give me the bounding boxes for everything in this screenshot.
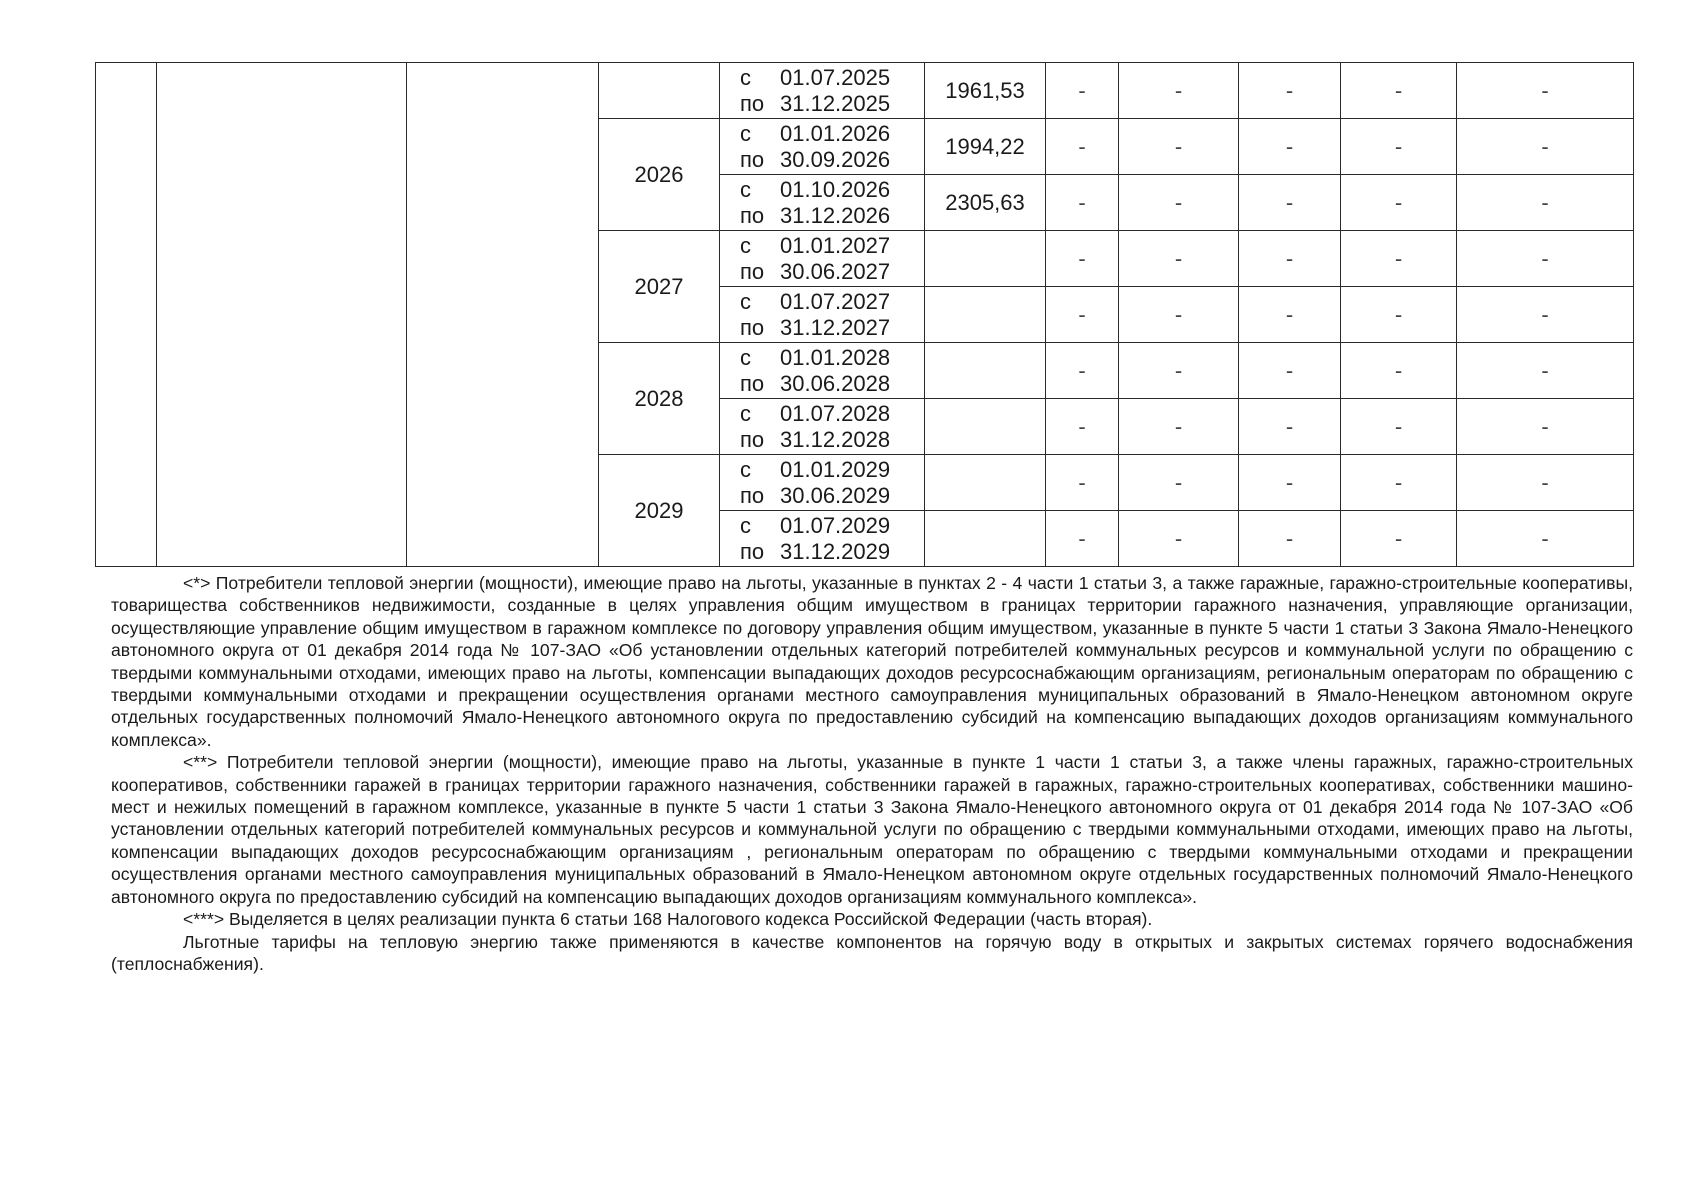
dash-cell: - bbox=[1457, 231, 1634, 287]
period-from: 01.07.2027 bbox=[780, 288, 891, 314]
dash-cell: - bbox=[1046, 231, 1119, 287]
dash-cell: - bbox=[1457, 119, 1634, 175]
table-cell-empty bbox=[96, 63, 157, 567]
period-cell bbox=[720, 287, 925, 343]
period-cell bbox=[720, 231, 925, 287]
period-cell bbox=[720, 63, 925, 119]
table-cell-empty bbox=[157, 63, 407, 567]
period-to: 30.06.2027 bbox=[780, 258, 891, 284]
dash-cell: - bbox=[1341, 119, 1457, 175]
dash-cell: - bbox=[1239, 399, 1341, 455]
dash-cell: - bbox=[1457, 287, 1634, 343]
dash-cell: - bbox=[1457, 343, 1634, 399]
dash-cell: - bbox=[1341, 343, 1457, 399]
period-to: 30.06.2029 bbox=[780, 482, 891, 508]
footnotes bbox=[111, 572, 1633, 975]
to-prefix: по bbox=[740, 202, 765, 228]
period-to: 30.09.2026 bbox=[780, 146, 891, 172]
dash-cell: - bbox=[1239, 287, 1341, 343]
dash-cell: - bbox=[1239, 119, 1341, 175]
dash-cell: - bbox=[1457, 511, 1634, 567]
dash-cell: - bbox=[1119, 63, 1239, 119]
tariff-value bbox=[925, 455, 1046, 511]
year-cell: 2028 bbox=[599, 343, 720, 455]
to-prefix: по bbox=[740, 258, 765, 284]
dash-cell: - bbox=[1119, 399, 1239, 455]
tariff-value bbox=[925, 343, 1046, 399]
period-from: 01.10.2026 bbox=[780, 176, 891, 202]
period-cell bbox=[720, 343, 925, 399]
dash-cell: - bbox=[1457, 175, 1634, 231]
dash-cell: - bbox=[1341, 287, 1457, 343]
dash-cell: - bbox=[1457, 399, 1634, 455]
tariff-table-body bbox=[96, 63, 1634, 567]
period-from: 01.07.2028 bbox=[780, 400, 891, 426]
dash-cell: - bbox=[1119, 119, 1239, 175]
tariff-value bbox=[925, 287, 1046, 343]
tariff-value: 1994,22 bbox=[925, 119, 1046, 175]
year-cell: 2029 bbox=[599, 455, 720, 567]
to-prefix: по bbox=[740, 146, 765, 172]
period-from: 01.01.2027 bbox=[780, 232, 891, 258]
to-prefix: по bbox=[740, 482, 765, 508]
table-row bbox=[96, 63, 1634, 119]
to-prefix: по bbox=[740, 538, 765, 564]
from-prefix: с bbox=[740, 232, 751, 258]
period-cell bbox=[720, 511, 925, 567]
period-from: 01.01.2028 bbox=[780, 344, 891, 370]
period-to: 31.12.2028 bbox=[780, 426, 891, 452]
from-prefix: с bbox=[740, 456, 751, 482]
dash-cell: - bbox=[1457, 455, 1634, 511]
period-cell bbox=[720, 119, 925, 175]
tariff-table bbox=[95, 62, 1634, 567]
footnote-4: Льготные тарифы на тепловую энергию также применяются в качестве компонентов на горячую воду в открытых и закрытых системах горячего водоснабжения (теплоснабжения). bbox=[111, 931, 1633, 974]
year-cell: 2027 bbox=[599, 231, 720, 343]
period-to: 30.06.2028 bbox=[780, 370, 891, 396]
dash-cell: - bbox=[1239, 511, 1341, 567]
dash-cell: - bbox=[1046, 455, 1119, 511]
dash-cell: - bbox=[1119, 175, 1239, 231]
year-cell: 2026 bbox=[599, 119, 720, 231]
period-to: 31.12.2026 bbox=[780, 202, 891, 228]
period-from: 01.07.2029 bbox=[780, 512, 891, 538]
footnote-2: <**> Потребители тепловой энергии (мощности), имеющие право на льготы, указанные в пункте 1 части 1 статьи 3, а также члены гаражных, гаражно-строительных кооперативов, собственники гаражей в границах территории гаражного назначения, собственники гаражей в гаражных, гаражно-строительных кооперативах, собственники машино-мест и нежилых помещений в гаражном комплексе, указанные в пункте 5 части 1 статьи 3 Закона Ямало-Ненецкого автономного округа от 01 декабря 2014 года № 107-ЗАО «Об установлении отдельных категорий потребителей коммунальных ресурсов и коммунальной услуги по обращению с твердыми коммунальными отходами, имеющих право на льготы, компенсации выпадающих доходов ресурсоснабжающим организациям , региональным операторам по обращению с твердыми коммунальными отходами и прекращении осуществления органами местного самоуправления муниципальных образований в Ямало-Ненецком автономном округе отдельных государственных полномочий Ямало-Ненецкого автономного округа по предоставлению субсидий на компенсацию выпадающих доходов организациям коммунального комплекса». bbox=[111, 752, 1633, 907]
period-to: 31.12.2025 bbox=[780, 90, 891, 116]
dash-cell: - bbox=[1119, 343, 1239, 399]
dash-cell: - bbox=[1341, 175, 1457, 231]
to-prefix: по bbox=[740, 370, 765, 396]
to-prefix: по bbox=[740, 90, 765, 116]
to-prefix: по bbox=[740, 426, 765, 452]
tariff-value: 2305,63 bbox=[925, 175, 1046, 231]
from-prefix: с bbox=[740, 344, 751, 370]
period-from: 01.01.2029 bbox=[780, 456, 891, 482]
dash-cell: - bbox=[1046, 175, 1119, 231]
dash-cell: - bbox=[1457, 63, 1634, 119]
tariff-value bbox=[925, 231, 1046, 287]
year-cell bbox=[599, 63, 720, 119]
footnote-1: <*> Потребители тепловой энергии (мощности), имеющие право на льготы, указанные в пунктах 2 - 4 части 1 статьи 3, а также гаражные, гаражно-строительные кооперативы, товарищества собственников недвижимости, созданные в целях управления общим имуществом в границах территории гаражного назначения, управляющие организации, осуществляющие управление общим имуществом в гаражном комплексе по договору управления общим имуществом, указанные в пункте 5 части 1 статьи 3 Закона Ямало-Ненецкого автономного округа от 01 декабря 2014 года № 107-ЗАО «Об установлении отдельных категорий потребителей коммунальных ресурсов и коммунальной услуги по обращению с твердыми коммунальными отходами, имеющих право на льготы, компенсации выпадающих доходов ресурсоснабжающим организациям, региональным операторам по обращению с твердыми коммунальными отходами и прекращении осуществления органами местного самоуправления муниципальных образований в Ямало-Ненецком автономном округе отдельных государственных полномочий Ямало-Ненецкого автономного округа по предоставлению субсидий на компенсацию выпадающих доходов организациям коммунального комплекса». bbox=[111, 573, 1633, 750]
dash-cell: - bbox=[1046, 63, 1119, 119]
dash-cell: - bbox=[1239, 175, 1341, 231]
dash-cell: - bbox=[1046, 343, 1119, 399]
from-prefix: с bbox=[740, 64, 751, 90]
dash-cell: - bbox=[1046, 399, 1119, 455]
dash-cell: - bbox=[1046, 511, 1119, 567]
dash-cell: - bbox=[1341, 399, 1457, 455]
from-prefix: с bbox=[740, 176, 751, 202]
dash-cell: - bbox=[1341, 63, 1457, 119]
dash-cell: - bbox=[1119, 231, 1239, 287]
table-cell-empty bbox=[407, 63, 599, 567]
from-prefix: с bbox=[740, 400, 751, 426]
period-from: 01.01.2026 bbox=[780, 120, 891, 146]
dash-cell: - bbox=[1341, 511, 1457, 567]
period-cell bbox=[720, 399, 925, 455]
to-prefix: по bbox=[740, 314, 765, 340]
from-prefix: с bbox=[740, 120, 751, 146]
dash-cell: - bbox=[1239, 455, 1341, 511]
dash-cell: - bbox=[1119, 455, 1239, 511]
tariff-value bbox=[925, 511, 1046, 567]
dash-cell: - bbox=[1046, 287, 1119, 343]
period-to: 31.12.2027 bbox=[780, 314, 891, 340]
dash-cell: - bbox=[1341, 455, 1457, 511]
dash-cell: - bbox=[1119, 287, 1239, 343]
dash-cell: - bbox=[1341, 231, 1457, 287]
tariff-value bbox=[925, 399, 1046, 455]
dash-cell: - bbox=[1239, 231, 1341, 287]
period-from: 01.07.2025 bbox=[780, 64, 891, 90]
from-prefix: с bbox=[740, 288, 751, 314]
dash-cell: - bbox=[1119, 511, 1239, 567]
footnote-3: <***> Выделяется в целях реализации пункта 6 статьи 168 Налогового кодекса Российской Федерации (часть вторая). bbox=[183, 909, 1153, 930]
tariff-value: 1961,53 bbox=[925, 63, 1046, 119]
period-to: 31.12.2029 bbox=[780, 538, 891, 564]
from-prefix: с bbox=[740, 512, 751, 538]
period-cell bbox=[720, 455, 925, 511]
period-cell bbox=[720, 175, 925, 231]
dash-cell: - bbox=[1239, 343, 1341, 399]
dash-cell: - bbox=[1239, 63, 1341, 119]
dash-cell: - bbox=[1046, 119, 1119, 175]
